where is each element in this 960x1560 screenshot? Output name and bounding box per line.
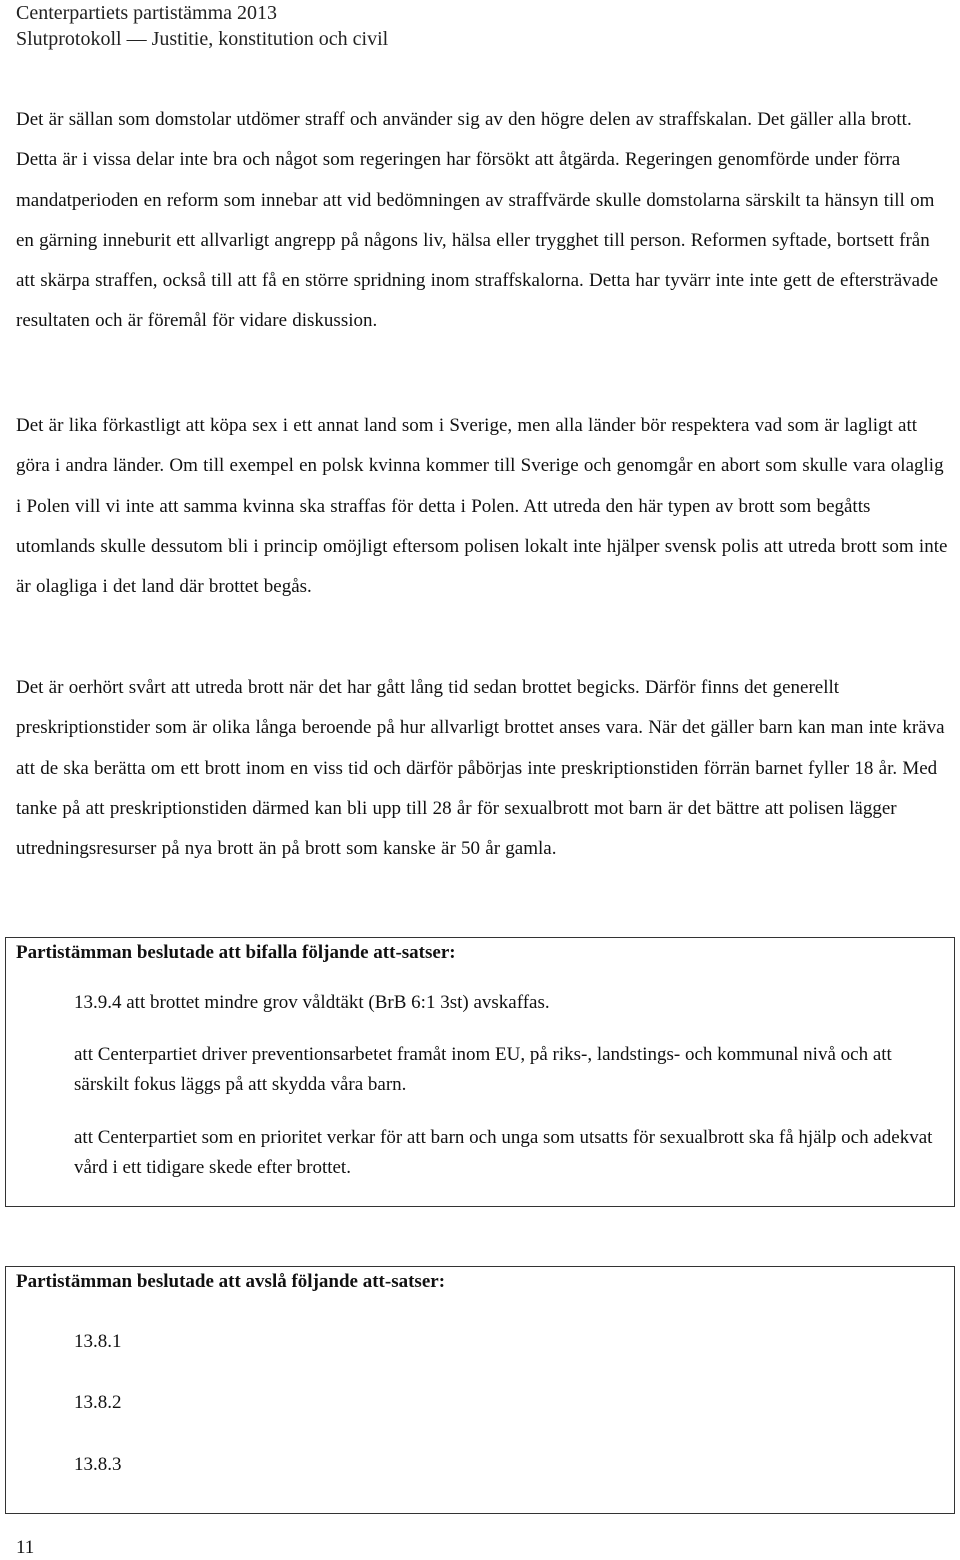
rejected-item: 13.8.1 bbox=[74, 1331, 122, 1352]
rejected-motions-box bbox=[5, 1266, 955, 1514]
paragraph-sentencing: Det är sällan som domstolar utdömer straff och använder sig av den högre delen av straffskalan. Det gäller alla brott. Detta är i vissa delar inte bra och något som regeringen har försökt att åtgärda. Regeringen genomförde under förra mandatperioden en reform som innebar att vid bedömningen av straffvärde skulle domstolarna särskilt ta hänsyn till om en gärning inneburit ett allvarligt angrepp på någons liv, hälsa eller trygghet till person. Reformen syftade, bortsett från att skärpa straffen, också till att få en större spridning inom straffskalorna. Detta har tyvärr inte inte gett de eftersträvade resultaten och är föremål för vidare diskussion. bbox=[16, 109, 939, 332]
rejected-title: Partistämman beslutade att avslå följande att-satser: bbox=[16, 1271, 446, 1292]
paragraph-limitation-period: Det är oerhört svårt att utreda brott när det har gått lång tid sedan brottet begicks. Därför finns det generellt preskriptionstider som är olika långa beroende på hur allvarligt brottet anses vara. När det gäller barn kan man inte kräva att de ska berätta om ett brott inom en viss tid och därför påbörjas inte preskriptionstiden förrän barnet fyller 18 år. Med tanke på att preskriptionstiden därmed kan bli upp till 28 år för sexualbrott mot barn är det bättre att polisen lägger utredningsresurser på nya brott än på brott som kanske är 50 år gamla. bbox=[16, 677, 945, 860]
rejected-item: 13.8.3 bbox=[74, 1454, 122, 1475]
document-header bbox=[16, 0, 388, 52]
header-subtitle: Slutprotokoll — Justitie, konstitution och civil bbox=[16, 28, 389, 50]
page-number: 11 bbox=[16, 1537, 35, 1558]
approved-title: Partistämman beslutade att bifalla följande att-satser: bbox=[16, 942, 456, 963]
approved-item: att Centerpartiet driver preventionsarbetet framåt inom EU, på riks-, landstings- och kommunal nivå och att särskilt fokus läggs på att skydda våra barn. bbox=[74, 1044, 892, 1095]
paragraph-sex-purchase-abroad: Det är lika förkastligt att köpa sex i ett annat land som i Sverige, men alla länder bör respektera vad som är lagligt att göra i andra länder. Om till exempel en polsk kvinna kommer till Sverige och genomgår en abort som skulle vara olaglig i Polen vill vi inte att samma kvinna ska straffas för detta i Polen. Att utreda den här typen av brott som begåtts utomlands skulle dessutom bli i princip omöjligt eftersom polisen lokalt inte hjälper svensk polis att utreda brott som inte är olagliga i det land där brottet begås. bbox=[16, 415, 948, 598]
approved-item: 13.9.4 att brottet mindre grov våldtäkt (BrB 6:1 3st) avskaffas. bbox=[74, 992, 550, 1013]
approved-motions-box bbox=[5, 937, 955, 1207]
header-title: Centerpartiets partistämma 2013 bbox=[16, 2, 278, 24]
approved-item: att Centerpartiet som en prioritet verkar för att barn och unga som utsatts för sexualbrott ska få hjälp och adekvat vård i ett tidigare skede efter brottet. bbox=[74, 1127, 933, 1178]
rejected-item: 13.8.2 bbox=[74, 1392, 122, 1413]
